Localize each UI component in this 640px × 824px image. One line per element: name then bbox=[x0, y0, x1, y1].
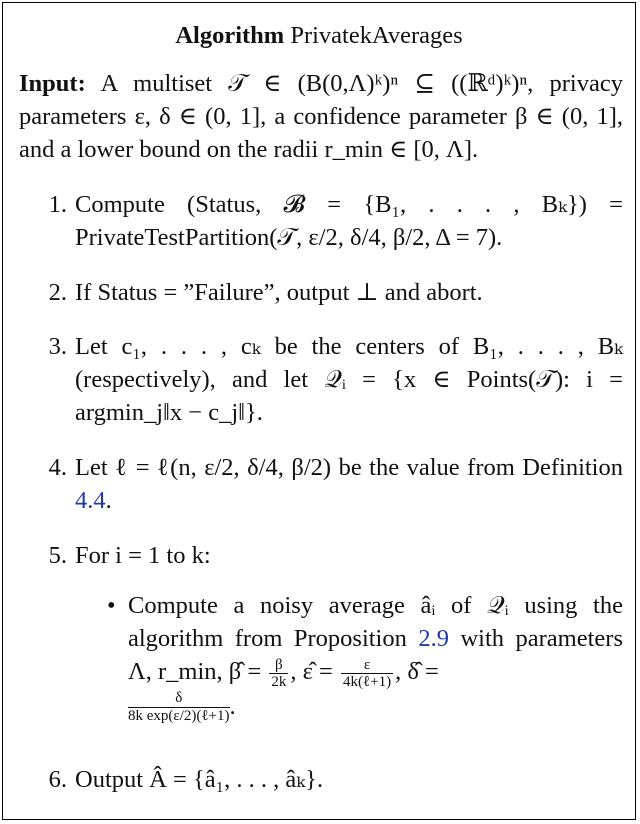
step-text: Let c₁, . . . , cₖ be the centers of B₁, . . . , Bₖ (respectively), and let 𝒬ᵢ = {x ∈ Points(𝒯): i = argmin_j‖x − c_j‖}. bbox=[75, 333, 623, 426]
step-number: 1. bbox=[48, 191, 67, 218]
proposition-link[interactable]: 2.9 bbox=[418, 625, 449, 652]
step-1 bbox=[37, 188, 623, 254]
step-text: Output Â = {â₁, . . . , âₖ}. bbox=[75, 766, 324, 793]
step-number: 3. bbox=[48, 333, 67, 360]
bullet-dot: • bbox=[107, 592, 116, 619]
algorithm-name: PrivatekAverages bbox=[290, 22, 463, 49]
delta-fraction bbox=[128, 690, 230, 725]
beta-fraction bbox=[269, 657, 288, 690]
epsilon-fraction-num: ε bbox=[341, 657, 393, 674]
bullet-text-before: Compute a noisy average âᵢ of 𝒬ᵢ using the algorithm from Proposition bbox=[128, 592, 623, 652]
step-text: Compute (Status, 𝓑 = {B₁, . . . , Bₖ}) = PrivateTestPartition(𝒯, ε/2, δ/4, β/2, Δ = 7). bbox=[75, 191, 623, 251]
bullet-end: . bbox=[229, 692, 236, 720]
step-6 bbox=[37, 763, 623, 796]
delta-fraction-den: 8k exp(ε/2)(ℓ+1) bbox=[128, 707, 230, 724]
step-5 bbox=[37, 539, 623, 572]
input-text: A multiset 𝒯 ∈ (B(0,Λ)ᵏ)ⁿ ⊆ ((ℝᵈ)ᵏ)ⁿ, privacy parameters ε, δ ∈ (0, 1], a confidence parameter β ∈ (0, 1], and a lower bound on the radii r_min ∈ [0, Λ]. bbox=[19, 70, 623, 163]
definition-link[interactable]: 4.4 bbox=[75, 487, 106, 514]
bullet-text-after: with parameters Λ, r_min, β̂ = bbox=[128, 625, 623, 685]
step-number: 5. bbox=[48, 542, 67, 569]
epsilon-fraction-den: 4k(ℓ+1) bbox=[342, 673, 392, 690]
step-number: 6. bbox=[48, 766, 67, 793]
algorithm-box bbox=[2, 2, 636, 820]
bullet-mid-1: , ε̂ = bbox=[290, 658, 339, 685]
input-label: Input: bbox=[19, 70, 86, 97]
step-3 bbox=[37, 330, 623, 429]
bullet-mid-2: , δ̂ = bbox=[395, 658, 439, 685]
delta-fraction-num: δ bbox=[128, 690, 230, 708]
algorithm-title bbox=[3, 19, 635, 52]
step-text: If Status = ”Failure”, output ⊥ and abort. bbox=[75, 279, 483, 306]
step-text-after: . bbox=[105, 487, 112, 514]
step-number: 4. bbox=[48, 454, 67, 481]
step-5-bullet bbox=[97, 589, 623, 725]
beta-fraction-den: 2k bbox=[271, 673, 287, 690]
epsilon-fraction bbox=[341, 657, 393, 690]
step-2 bbox=[37, 276, 623, 309]
step-4 bbox=[37, 451, 623, 517]
step-text bbox=[75, 451, 623, 517]
step-text-before: Let ℓ = ℓ(n, ε/2, δ/4, β/2) be the value from Definition bbox=[75, 454, 623, 481]
step-text: For i = 1 to k: bbox=[75, 542, 211, 569]
beta-fraction-num: β bbox=[269, 657, 288, 674]
input-paragraph bbox=[19, 67, 623, 166]
bullet-text bbox=[128, 589, 623, 725]
step-number: 2. bbox=[48, 279, 67, 306]
algorithm-keyword: Algorithm bbox=[175, 22, 285, 49]
